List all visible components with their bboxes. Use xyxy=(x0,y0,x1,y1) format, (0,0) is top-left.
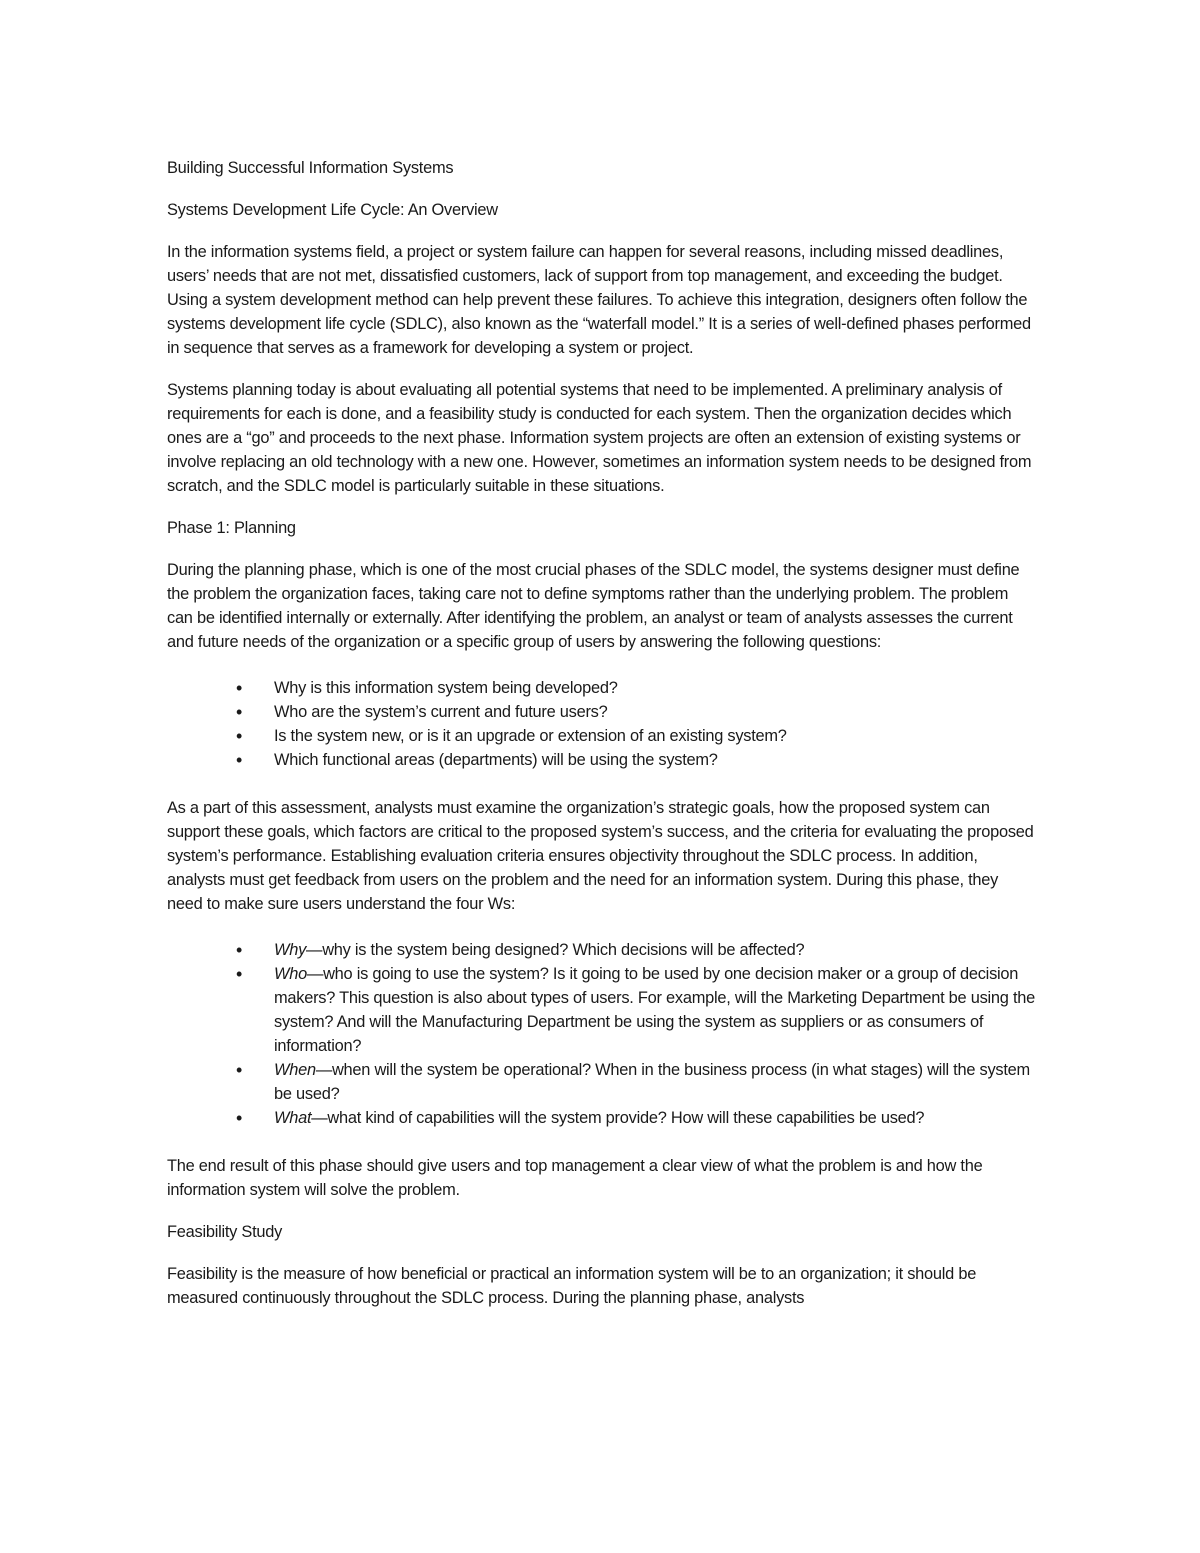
paragraph-phase1-3: The end result of this phase should give users and top management a clear view of what the problem is and how the information system will solve the problem. xyxy=(167,1157,983,1199)
list-item-text: —what kind of capabilities will the system provide? How will these capabilities be used? xyxy=(311,1109,925,1127)
paragraph-feasibility-1: Feasibility is the measure of how beneficial or practical an information system will be to an organization; it should be measured continuously throughout the SDLC process. During the planning phase, analysts xyxy=(167,1265,977,1307)
list-item-text: —who is going to use the system? Is it going to be used by one decision maker or a group of decision makers? This question is also about types of users. For example, will the Marketing Department be using the system? And will the Manufacturing Department be using the system as suppliers or as consumers of information? xyxy=(274,965,1035,1055)
section-heading-feasibility: Feasibility Study xyxy=(167,1223,283,1241)
paragraph-phase1-2: As a part of this assessment, analysts must examine the organization’s strategic goals, how the proposed system can support these goals, which factors are critical to the proposed system’s success, and the criteria for evaluating the proposed system’s performance. Establishing evaluation criteria ensures objectivity throughout the SDLC process. In addition, analysts must get feedback from users on the problem and the need for an information system. During this phase, they need to make sure users understand the four Ws: xyxy=(167,799,1034,913)
list-item xyxy=(274,962,1037,1058)
list-item-text: —when will the system be operational? When in the business process (in what stages) will the system be used? xyxy=(274,1061,1030,1103)
section-heading-phase1: Phase 1: Planning xyxy=(167,519,296,537)
list-item: • Which functional areas (departments) will be using the system? xyxy=(274,748,1037,772)
document-page xyxy=(167,156,1037,1328)
list-item: • Who are the system’s current and future users? xyxy=(274,700,1037,724)
list-item: • Is the system new, or is it an upgrade or extension of an existing system? xyxy=(274,724,1037,748)
list-item-text: —why is the system being designed? Which decisions will be affected? xyxy=(306,941,805,959)
list-item xyxy=(274,1058,1037,1106)
paragraph-phase1-1: During the planning phase, which is one of the most crucial phases of the SDLC model, the systems designer must define the problem the organization faces, taking care not to define symptoms rather than the underlying problem. The problem can be identified internally or externally. After identifying the problem, an analyst or team of analysts assesses the current and future needs of the organization or a specific group of users by answering the following questions: xyxy=(167,561,1020,651)
four-ws-list xyxy=(167,938,1037,1130)
questions-list xyxy=(167,676,1037,772)
list-item xyxy=(274,1106,1037,1130)
section-heading-overview: Systems Development Life Cycle: An Overview xyxy=(167,201,498,219)
list-item-term: Who xyxy=(274,965,307,983)
document-title: Building Successful Information Systems xyxy=(167,159,454,177)
list-item-term: When xyxy=(274,1061,316,1079)
list-item-term: What xyxy=(274,1109,312,1127)
list-item: • Why is this information system being developed? xyxy=(274,676,1037,700)
paragraph-overview-1: In the information systems field, a project or system failure can happen for several reasons, including missed deadlines, users’ needs that are not met, dissatisfied customers, lack of support from top management, and exceeding the budget. Using a system development method can help prevent these failures. To achieve this integration, designers often follow the systems development life cycle (SDLC), also known as the “waterfall model.” It is a series of well-defined phases performed in sequence that serves as a framework for developing a system or project. xyxy=(167,243,1031,357)
list-item xyxy=(274,938,1037,962)
paragraph-overview-2: Systems planning today is about evaluating all potential systems that need to be implemented. A preliminary analysis of requirements for each is done, and a feasibility study is conducted for each system. Then the organization decides which ones are a “go” and proceeds to the next phase. Information system projects are often an extension of existing systems or involve replacing an old technology with a new one. However, sometimes an information system needs to be designed from scratch, and the SDLC model is particularly suitable in these situations. xyxy=(167,381,1032,495)
list-item-term: Why xyxy=(274,941,307,959)
